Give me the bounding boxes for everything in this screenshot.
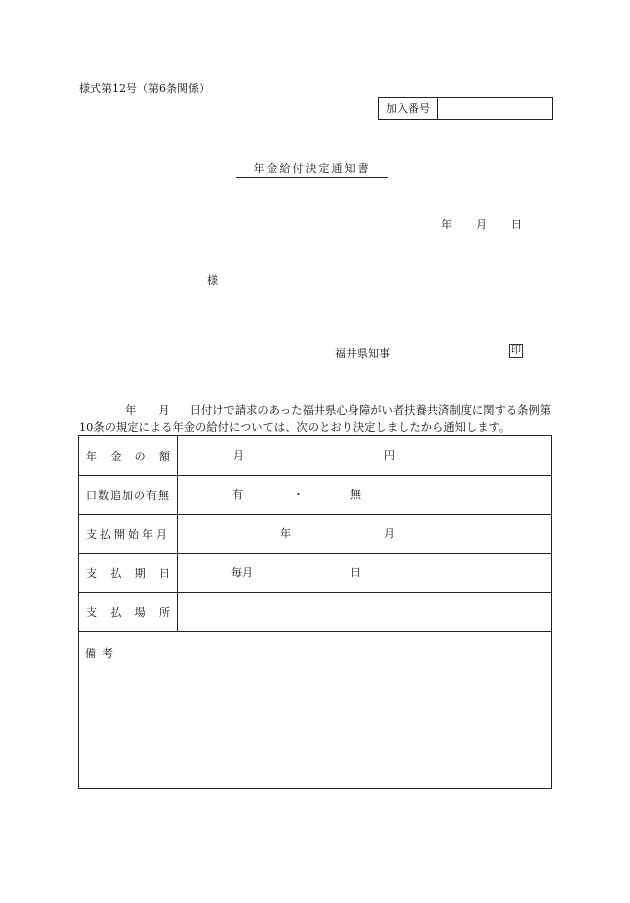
remarks-label: 備考 [85, 647, 119, 660]
annual-amount-yen: 円 [384, 449, 395, 462]
member-number-box [378, 97, 553, 120]
table-row-payment-date [79, 553, 551, 593]
body-month: 月 [158, 404, 170, 417]
date-day: 日 [511, 218, 522, 231]
benefit-details-table [78, 435, 552, 789]
annual-amount-month: 月 [233, 449, 244, 462]
date-month: 月 [476, 218, 487, 231]
table-row-payment-place [79, 592, 551, 632]
body-year: 年 [125, 404, 137, 417]
date-year: 年 [441, 218, 452, 231]
payment-date-day: 日 [350, 566, 361, 579]
option-yes[interactable]: 有 [232, 488, 243, 501]
seal-mark: 印 [511, 345, 521, 356]
table-row-additional-units [79, 475, 551, 515]
payment-date-every-month: 毎月 [231, 566, 253, 579]
payment-start-month: 月 [384, 527, 395, 540]
payment-start-year: 年 [280, 527, 291, 540]
body-sentence: 日付けで請求のあった福井県心身障がい者扶養共済制度に関する条例第10条の規定による年金の給付については、次のとおり決定しましたから通知します。 [79, 404, 552, 434]
document-title: 年金給付決定通知書 [236, 160, 388, 178]
member-number-field[interactable] [438, 98, 552, 119]
form-number-label: 様式第12号（第6条関係） [79, 82, 210, 95]
notice-body-text [79, 402, 552, 436]
issuer-name: 福井県知事 [335, 347, 390, 360]
row-header-additional-units: 口数追加の有無 [79, 475, 178, 514]
row-header-payment-date: 支 払 期 日 [79, 553, 178, 592]
addressee-honorific: 様 [207, 274, 218, 287]
member-number-label: 加入番号 [379, 98, 438, 119]
table-row-payment-start [79, 514, 551, 554]
option-no[interactable]: 無 [350, 488, 361, 501]
row-header-annual-amount: 年 金 の 額 [79, 436, 178, 475]
option-separator: ・ [293, 488, 304, 501]
table-row-annual-amount [79, 436, 551, 476]
row-header-payment-start: 支払開始年月 [79, 514, 178, 553]
row-header-payment-place: 支 払 場 所 [79, 592, 178, 631]
